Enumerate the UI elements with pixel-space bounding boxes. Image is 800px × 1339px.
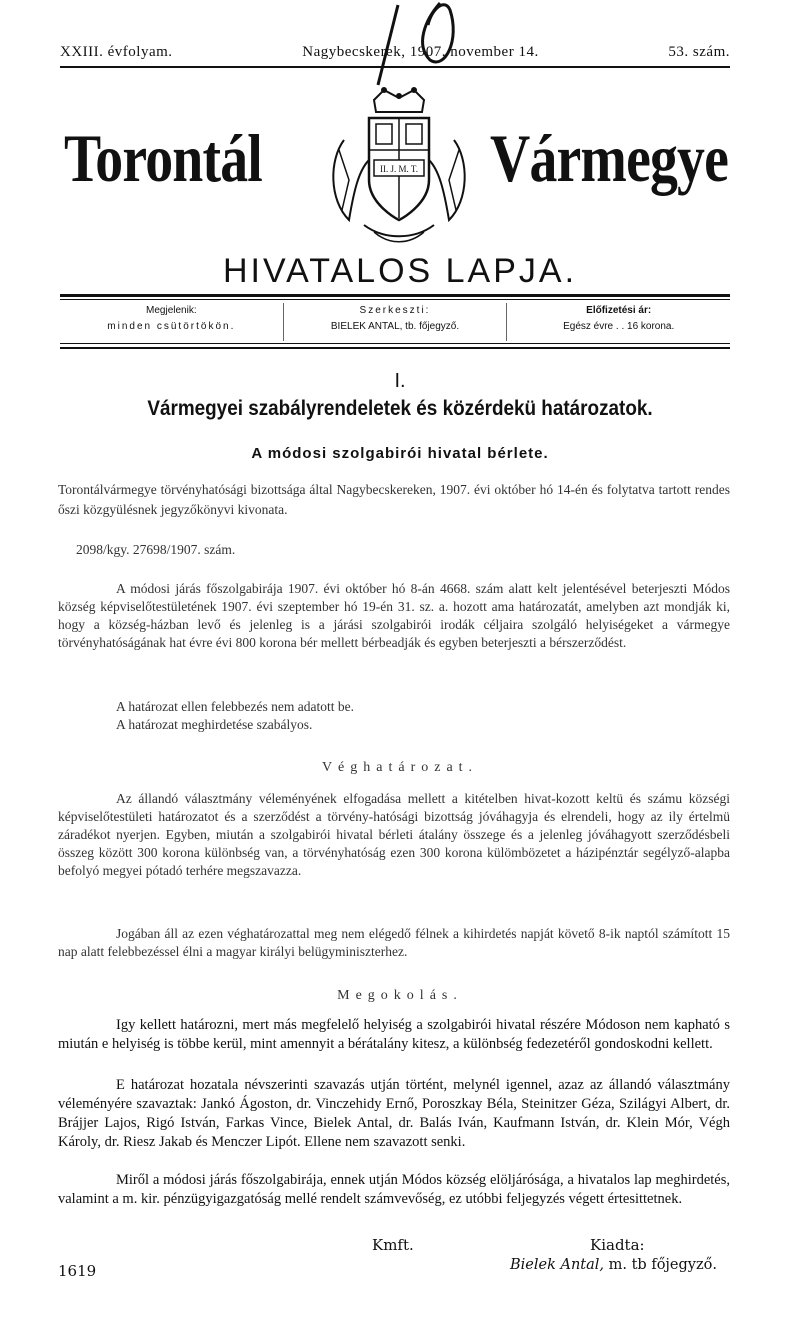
volume-label: XXIII. évfolyam. <box>60 44 173 60</box>
info-bottom-rule <box>60 343 730 344</box>
paragraph-3: A határozat meghirdetése szabályos. <box>116 717 313 732</box>
signer-title: m. tb főjegyző. <box>608 1257 717 1273</box>
info-top-rule-thin <box>60 299 730 300</box>
info-price <box>506 303 730 341</box>
signer-name: Bielek Antal, <box>510 1257 605 1273</box>
masthead-title-right: Vármegye <box>490 120 729 196</box>
info-bottom-rule-thick <box>60 347 730 349</box>
paragraph-1: A módosi járás főszolgabirája 1907. évi október hó 8-án 4668. szám alatt kelt jelentésével beterjeszti Módos község képviselőtestületének 1907. évi szeptember hó 19-én 31. sz. a. hozott ama határozatát, amelyben azt mondják ki, hogy a község-házban levő és jelenleg is a járási szolgabirói irodák céljaira szolgáló helyiségeket a vármegye törvényhatóságának hat évre évi 800 korona bér mellett bérbeadják és egyben beterjeszti a bérszerződést. <box>58 581 730 650</box>
section-number: I. <box>394 370 406 392</box>
page-number: 1619 <box>58 1262 97 1280</box>
coat-of-arms-icon <box>314 80 484 250</box>
masthead-subtitle: HIVATALOS LAPJA. <box>222 252 578 290</box>
kiadta-label: Kiadta: <box>590 1236 645 1254</box>
kmft-label: Kmft. <box>372 1236 414 1254</box>
paragraph-8: Miről a módosi járás főszolgabirája, ennek utján Módos község elöljárósága, a hivatalos lap meghirdetés, valamint a m. kir. pénzügyigazgatóság mellé rendelt számvevőség, ez utóbbi feljegyzés végett értesittetnek. <box>58 1172 730 1207</box>
editor-value: BIELEK ANTAL, tb. főjegyző. <box>330 321 460 332</box>
appears-label: Megjelenik: <box>146 305 197 316</box>
appears-value: minden csütörtökön. <box>107 321 236 332</box>
info-editor <box>283 303 507 341</box>
issue-number: 53. szám. <box>668 44 730 60</box>
article-title: A módosi szolgabirói hivatal bérlete. <box>251 445 549 462</box>
info-top-rule <box>60 294 730 297</box>
heading-vegh: Véghatározat. <box>321 760 479 775</box>
signer <box>510 1257 717 1273</box>
reference-number: 2098/kgy. 27698/1907. szám. <box>76 542 236 557</box>
intro-paragraph: Torontálvármegye törvényhatósági bizottsága által Nagybecskereken, 1907. évi október hó 14-én és folytatva tartott rendes őszi közgyülésnek jegyzőkönyvi kivonata. <box>58 482 730 517</box>
crest-text: II. J. M. T. <box>380 164 418 174</box>
paragraph-2: A határozat ellen felebbezés nem adatott be. <box>116 699 355 714</box>
handwritten-mark-icon <box>370 0 480 90</box>
info-row <box>60 303 730 341</box>
place-date: Nagybecskerek, 1907. november 14. <box>302 44 539 60</box>
section-title: Vármegyei szabályrendeletek és közérdekü határozatok. <box>147 397 653 420</box>
info-appears <box>60 303 283 341</box>
paragraph-4: Az állandó választmány véleményének elfogadása mellett a kitételben hivat-kozott keltü és számu községi képviselőtestületi határozatot és a szerződést a törvény-hatósági bizottság jóváhagyja és elrendeli, hogy az ily értelmü záradékot nyerjen. Egyben, miután a szolgabirói hivatal bérleti átalány összege és a jelenleg jóváhagyott szerződésbeli összeg között 300 korona különbség van, a törvényhatóság ezen 300 korona külömbözetet a házipénztár segélyző-alapba befolyó megyei pótadó terhére megszavazza. <box>58 791 730 878</box>
price-value: Egész évre . . 16 korona. <box>563 321 675 332</box>
editor-label: Szerkeszti: <box>359 305 431 316</box>
paragraph-7: E határozat hozatala névszerinti szavazás utján történt, melynél igennel, azaz az állandó választmány véleményére szavaztak: Jankó Ágoston, dr. Vinczehidy Ernő, Poroszkay Béla, Steinitzer Géza, Szilágyi Albert, dr. Brájjer Lajos, Rigó István, Farkas Vince, Bielek Antal, dr. Balás Iván, Kaufmann István, dr. Klein Mór, Végh Károly, dr. Riesz Jakab és Menczer Lipót. Ellene nem szavazott senki. <box>58 1077 730 1150</box>
paragraph-6: Igy kellett határozni, mert más megfelelő helyiség a szolgabirói hivatal részére Módoson nem kapható s miután e helyiség is többe kerül, mint amennyit a bérátalány kitesz, a különbség fedezetéről gondoskodni kellett. <box>58 1017 730 1052</box>
price-label: Előfizetési ár: <box>586 305 652 316</box>
masthead-title-left: Torontál <box>64 120 262 196</box>
paragraph-5: Jogában áll az ezen véghatározattal meg nem elégedő félnek a kihirdetés napját követő 8-ik naptól számított 15 nap alatt felebbezéssel élni a magyar királyi belügyminiszterhez. <box>58 926 730 959</box>
heading-megokolas: Megokolás. <box>337 988 463 1003</box>
